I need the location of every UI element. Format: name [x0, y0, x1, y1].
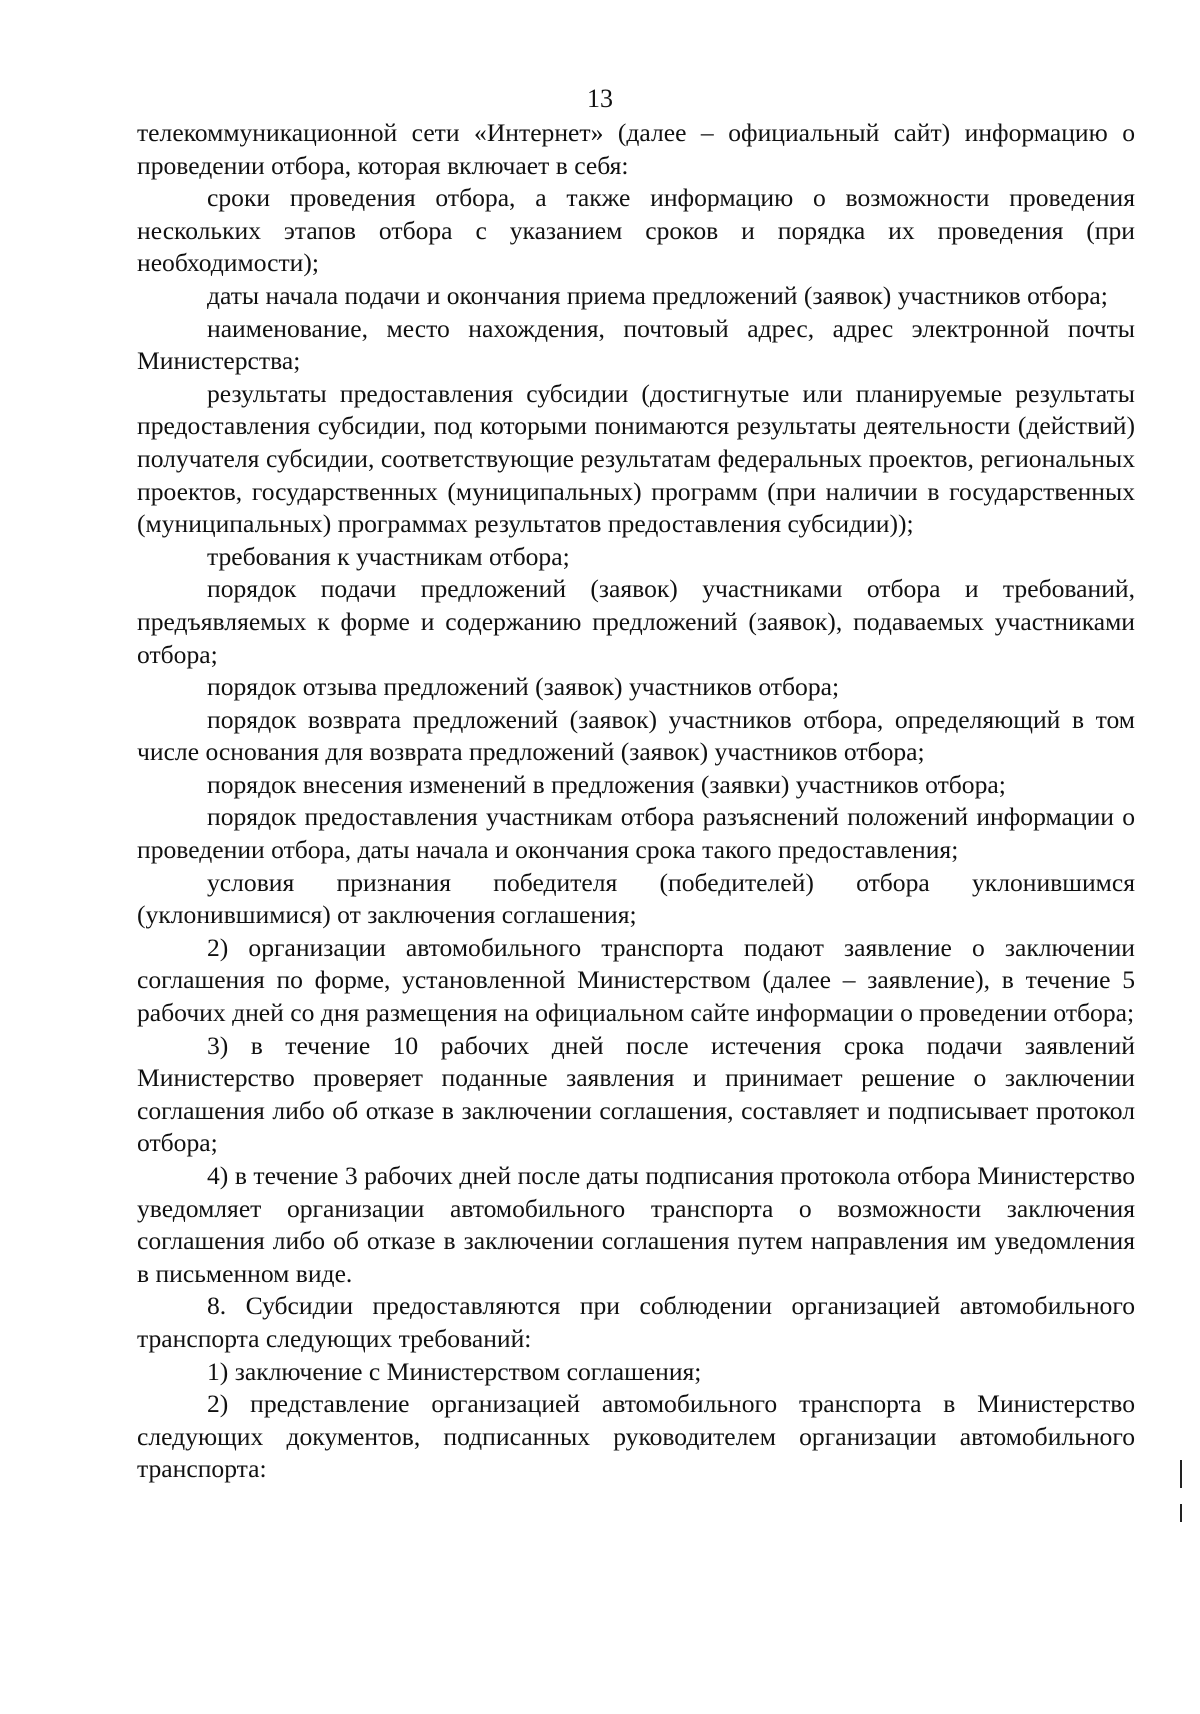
paragraph: порядок внесения изменений в предложения (заявки) участников отбора; — [207, 769, 1006, 799]
paragraph: телекоммуникационной сети «Интернет» (далее – официальный сайт) информацию о проведении отбора, которая включает в себя: — [137, 118, 1135, 180]
paragraph: требования к участникам отбора; — [207, 541, 570, 571]
paragraph: 2) организации автомобильного транспорта подают заявление о заключении соглашения по форме, установленной Министерством (далее – заявление), в течение 5 рабочих дней со дня размещения на официальном сайте информации о проведении отбора; — [137, 932, 1135, 1028]
paragraph: 1) заключение с Министерством соглашения; — [207, 1356, 702, 1386]
body-text — [137, 117, 1135, 1486]
paragraph: наименование, место нахождения, почтовый адрес, адрес электронной почты Министерства; — [137, 313, 1135, 376]
paragraph: порядок отзыва предложений (заявок) участников отбора; — [207, 672, 840, 702]
paragraph: 3) в течение 10 рабочих дней после истечения срока подачи заявлений Министерство проверяет поданные заявления и принимает решение о заключении соглашения либо об отказе в заключении соглашения, составляет и подписывает протокол отбора; — [137, 1030, 1135, 1158]
paragraph: 8. Субсидии предоставляются при соблюдении организацией автомобильного транспорта следующих требований: — [137, 1291, 1135, 1353]
paragraph: сроки проведения отбора, а также информацию о возможности проведения нескольких этапов отбора с указанием сроков и порядка их проведения (при необходимости); — [137, 183, 1135, 278]
paragraph: 2) представление организацией автомобильного транспорта в Министерство следующих документов, подписанных руководителем организации автомобильного транспорта: — [137, 1389, 1135, 1484]
scan-margin-mark — [1180, 1460, 1182, 1488]
paragraph: результаты предоставления субсидии (достигнутые или планируемые результаты предоставления субсидии, под которыми понимаются результаты деятельности (действий) получателя субсидии, соответствующие результатам федеральных проектов, региональных проектов, государственных (муниципальных) программ (при наличии в государственных (муниципальных) программах результатов предоставления субсидии)); — [137, 378, 1135, 539]
paragraph: порядок предоставления участникам отбора разъяснений положений информации о проведении отбора, даты начала и окончания срока такого предоставления; — [137, 802, 1135, 865]
scan-margin-mark — [1180, 1504, 1182, 1522]
page-number: 13 — [587, 84, 613, 113]
paragraph: порядок возврата предложений (заявок) участников отбора, определяющий в том числе основания для возврата предложений (заявок) участников отбора; — [137, 704, 1135, 767]
paragraph: условия признания победителя (победителей) отбора уклонившимся (уклонившимися) от заключения соглашения; — [137, 867, 1135, 930]
paragraph: даты начала подачи и окончания приема предложений (заявок) участников отбора; — [207, 280, 1108, 310]
paragraph: 4) в течение 3 рабочих дней после даты подписания протокола отбора Министерство уведомляет организации автомобильного транспорта о возможности заключения соглашения либо об отказе в заключении соглашения путем направления им уведомления в письменном виде. — [137, 1161, 1135, 1288]
paragraph: порядок подачи предложений (заявок) участниками отбора и требований, предъявляемых к форме и содержанию предложений (заявок), подаваемых участниками отбора; — [137, 574, 1135, 669]
